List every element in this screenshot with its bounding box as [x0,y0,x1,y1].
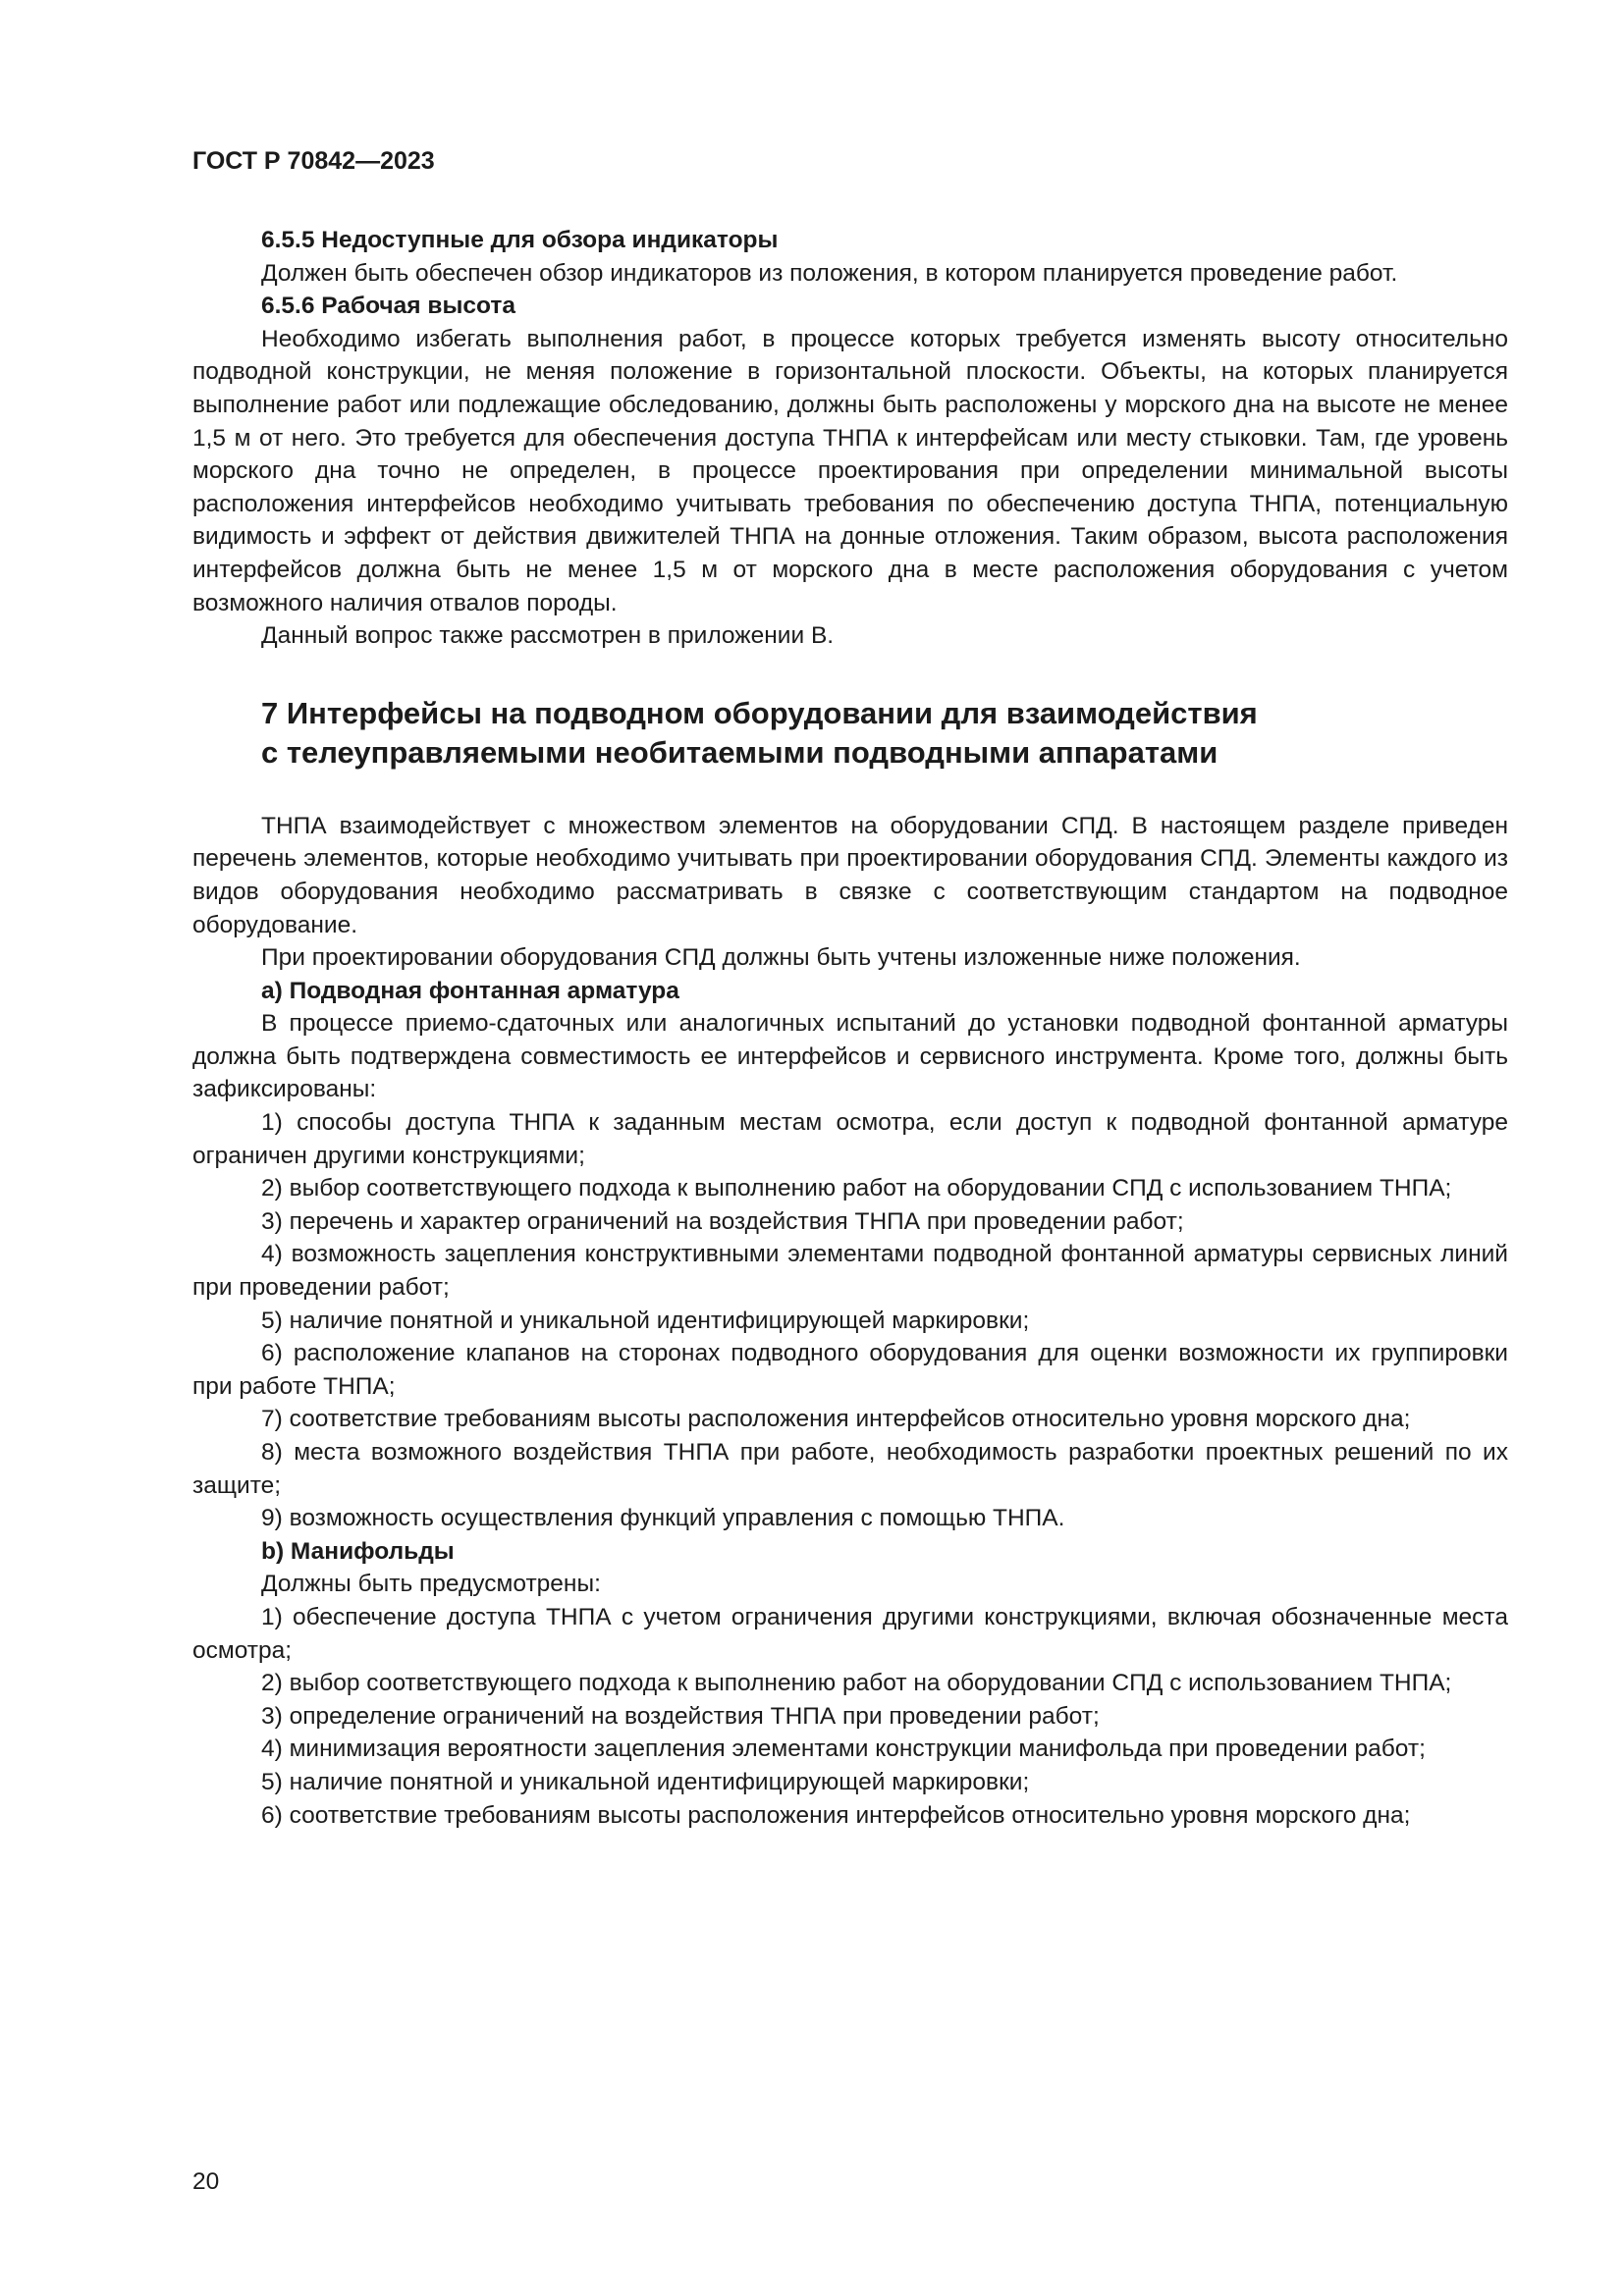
section-7-title [261,694,1508,773]
list-item: 2) выбор соответствующего подхода к выполнению работ на оборудовании СПД с использованием ТНПА; [261,1175,1452,1202]
subsection-6-5-6-reference: Данный вопрос также рассмотрен в приложении В. [261,622,835,650]
list-item: 1) обеспечение доступа ТНПА с учетом ограничения другими конструкциями, включая обозначенные места осмотра; [192,1603,1508,1664]
item-b-heading: b) Манифольды [261,1537,455,1565]
subsection-6-5-6-text: Необходимо избегать выполнения работ, в процессе которых требуется изменять высоту относительно подводной конструкции, не меняя положение в горизонтальной плоскости. Объекты, на которых планируется выполнение работ или подлежащие обследованию, должны быть расположены у морского дна на высоте не менее 1,5 м от него. Это требуется для обеспечения доступа ТНПА к интерфейсам или месту стыковки. Там, где уровень морского дна точно не определен, в процессе проектирования при определении минимальной высоты расположения интерфейсов необходимо учитывать требования по обеспечению доступа ТНПА, потенциальную видимость и эффект от действия движителей ТНПА на донные отложения. Таким образом, высота расположения интерфейсов должна быть не менее 1,5 м от морского дна в месте расположения оборудования с учетом возможного наличия отвалов породы. [192,325,1508,616]
list-item: 7) соответствие требованиям высоты расположения интерфейсов относительно уровня морского дна; [261,1406,1411,1433]
item-a-text: В процессе приемо-сдаточных или аналогичных испытаний до установки подводной фонтанной арматуры должна быть подтверждена совместимость ее интерфейсов и сервисного инструмента. Кроме того, должны быть зафиксированы: [192,1010,1508,1103]
list-item: 5) наличие понятной и уникальной идентифицирующей маркировки; [261,1768,1030,1795]
list-item: 1) способы доступа ТНПА к заданным местам осмотра, если доступ к подводной фонтанной арматуре ограничен другими конструкциями; [192,1109,1508,1169]
item-b-text: Должны быть предусмотрены: [261,1571,601,1598]
section-7-title-line1: 7 Интерфейсы на подводном оборудовании для взаимодействия [261,695,1258,730]
item-a-heading: a) Подводная фонтанная арматура [261,977,679,1004]
list-item: 6) расположение клапанов на сторонах подводного оборудования для оценки возможности их группировки при работе ТНПА; [192,1340,1508,1400]
subsection-6-5-5-text: Должен быть обеспечен обзор индикаторов из положения, в котором планируется проведение работ. [261,259,1398,287]
list-item: 3) определение ограничений на воздействия ТНПА при проведении работ; [261,1702,1100,1730]
list-item: 2) выбор соответствующего подхода к выполнению работ на оборудовании СПД с использованием ТНПА; [261,1670,1452,1697]
list-item: 3) перечень и характер ограничений на воздействия ТНПА при проведении работ; [261,1207,1184,1235]
section-7-title-line2: с телеуправляемыми необитаемыми подводными аппаратами [261,734,1218,770]
subsection-6-5-5-heading: 6.5.5 Недоступные для обзора индикаторы [261,227,779,253]
section-7-intro: ТНПА взаимодействует с множеством элементов на оборудовании СПД. В настоящем разделе приведен перечень элементов, которые необходимо учитывать при проектировании оборудования СПД. Элементы каждого из видов оборудования необходимо рассматривать в связке с соответствующим стандартом на подводное оборудование. [192,812,1508,938]
list-item: 5) наличие понятной и уникальной идентифицирующей маркировки; [261,1307,1030,1334]
list-item: 4) возможность зацепления конструктивными элементами подводной фонтанной арматуры сервисных линий при проведении работ; [192,1241,1508,1302]
section-7-intro-2: При проектировании оборудования СПД должны быть учтены изложенные ниже положения. [261,944,1301,972]
list-item: 8) места возможного воздействия ТНПА при работе, необходимость разработки проектных решений по их защите; [192,1439,1508,1499]
subsection-6-5-6-heading: 6.5.6 Рабочая высота [261,293,515,320]
page-body [192,224,1508,1832]
list-item: 6) соответствие требованиям высоты расположения интерфейсов относительно уровня морского дна; [261,1801,1411,1829]
document-code-header: ГОСТ Р 70842—2023 [192,147,435,175]
page-number: 20 [192,2168,220,2195]
list-item: 9) возможность осуществления функций управления с помощью ТНПА. [261,1505,1065,1532]
list-item: 4) минимизация вероятности зацепления элементами конструкции манифольда при проведении работ; [261,1735,1426,1763]
